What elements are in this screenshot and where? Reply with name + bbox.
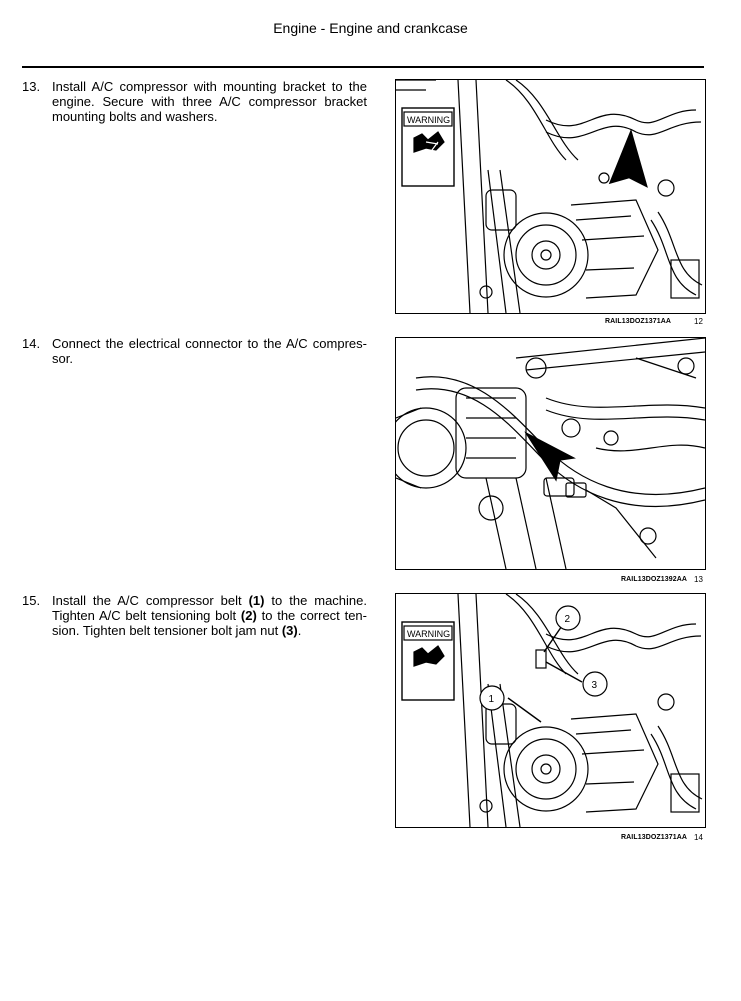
page-header: Engine - Engine and crankcase	[273, 20, 468, 36]
step-text-part: Install the A/C compressor belt	[52, 593, 249, 608]
figure-number: 13	[694, 575, 703, 584]
step-text: Connect the electrical connector to the A/C compres-sor.	[52, 336, 367, 366]
step-15	[22, 593, 367, 638]
step-number: 13.	[22, 79, 41, 94]
callout-ref-1: (1)	[248, 593, 265, 608]
warning-label: WARNING	[407, 115, 451, 125]
step-number: 15.	[22, 593, 41, 608]
step-number: 14.	[22, 336, 41, 351]
figure-number: 14	[694, 833, 703, 842]
callout-2: 2	[564, 614, 571, 625]
warning-label: WARNING	[407, 629, 451, 639]
step-14	[22, 336, 367, 366]
figure-14-illustration	[395, 593, 706, 828]
callout-1: 1	[488, 694, 495, 705]
figure-id: RAIL13DOZ1371AA	[605, 318, 672, 325]
header-rule	[22, 66, 704, 68]
step-text-part: to the machine. Tighten A/C belt tensioning bolt	[52, 593, 367, 623]
figure-id: RAIL13DOZ1371AA	[621, 834, 688, 841]
callout-ref-3: (3)	[281, 623, 298, 638]
step-text-part: .	[297, 623, 302, 638]
figure-number: 12	[694, 317, 703, 326]
figure-id: RAIL13DOZ1392AA	[621, 576, 688, 583]
step-text: Install A/C compressor with mounting bracket to the engine. Secure with three A/C compressor bracket mounting bolts and washers.	[52, 79, 367, 124]
callout-ref-2: (2)	[240, 608, 257, 623]
callout-3: 3	[591, 680, 598, 691]
figure-13-illustration	[395, 337, 706, 570]
step-13	[22, 79, 367, 124]
step-text-part: to the correct ten-sion. Tighten belt tensioner bolt jam nut	[52, 608, 367, 638]
step-text	[52, 593, 367, 638]
figure-12-illustration	[395, 79, 706, 314]
